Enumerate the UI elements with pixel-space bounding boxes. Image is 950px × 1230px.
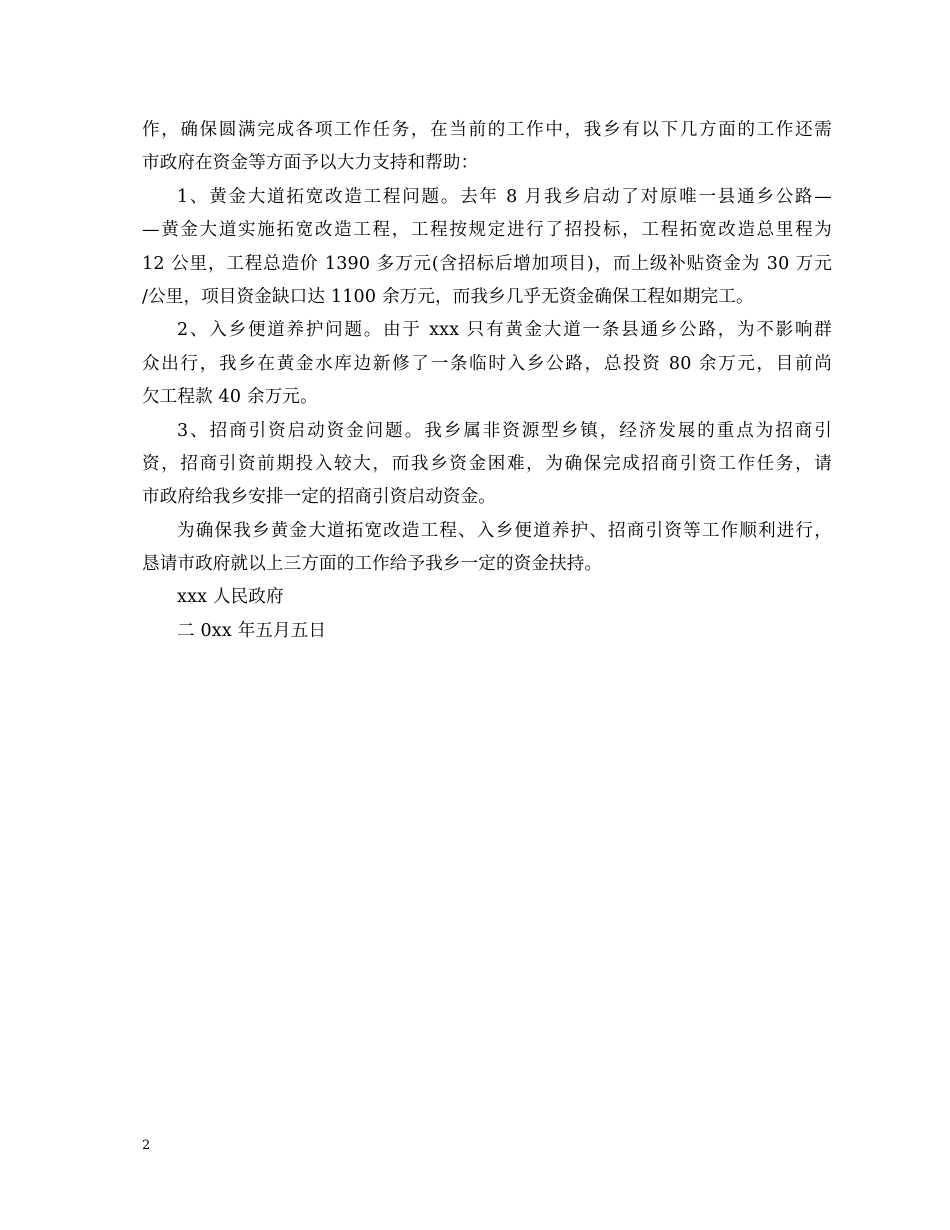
- page-number: 2: [142, 1138, 151, 1153]
- paragraph-line: /公里，项目资金缺口达 1100 余万元，而我乡几乎无资金确保工程如期完工。: [142, 286, 754, 307]
- paragraph-line: 欠工程款 40 余万元。: [142, 387, 318, 408]
- paragraph-line: 12 公里，工程总造价 1390 多万元(含招标后增加项目)，而上级补贴资金为 30 万元: [142, 253, 832, 274]
- paragraph-line: 资，招商引资前期投入较大，而我乡资金困难，为确保完成招商引资工作任务，请: [142, 453, 832, 474]
- document-body: [142, 114, 832, 648]
- paragraph-line: 2、入乡便道养护问题。由于 xxx 只有黄金大道一条县通乡公路，为不影响群: [177, 320, 832, 341]
- paragraph-line: 3、招商引资启动资金问题。我乡属非资源型乡镇，经济发展的重点为招商引: [177, 420, 832, 441]
- paragraph-line: 市政府给我乡安排一定的招商引资启动资金。: [142, 487, 496, 508]
- paragraph-line: 1、黄金大道拓宽改造工程问题。去年 8 月我乡启动了对原唯一县通乡公路—: [177, 186, 832, 207]
- paragraph-line: 作，确保圆满完成各项工作任务，在当前的工作中，我乡有以下几方面的工作还需: [142, 120, 832, 140]
- signature-organization: xxx 人民政府: [177, 587, 284, 608]
- signature-date: 二 0xx 年五月五日: [177, 620, 327, 641]
- paragraph-line: 恳请市政府就以上三方面的工作给予我乡一定的资金扶持。: [142, 554, 603, 575]
- paragraph-line: 市政府在资金等方面予以大力支持和帮助：: [142, 153, 479, 174]
- paragraph-line: 为确保我乡黄金大道拓宽改造工程、入乡便道养护、招商引资等工作顺利进行，: [177, 520, 832, 541]
- paragraph-line: 众出行，我乡在黄金水库边新修了一条临时入乡公路，总投资 80 余万元，目前尚: [142, 353, 832, 374]
- paragraph-line: —黄金大道实施拓宽改造工程，工程按规定进行了招投标，工程拓宽改造总里程为: [142, 220, 832, 241]
